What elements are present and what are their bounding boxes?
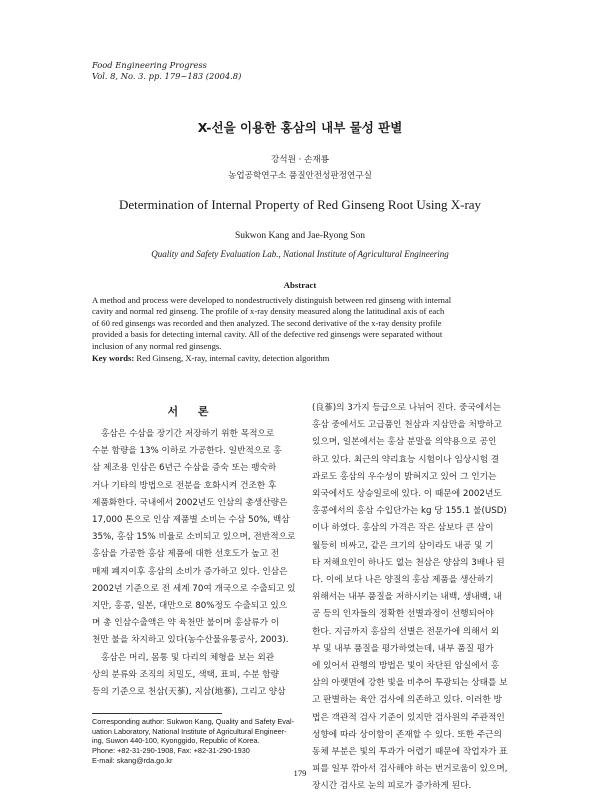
text-line: 과로도 홍삼의 우수성이 밝혀지고 있어 그 인기는 (312, 471, 497, 482)
right-column (312, 400, 512, 796)
footnote-line: ing, Suwon 440-100, Kyonggido, Republic of Korea. (92, 736, 260, 746)
footnote-line: Corresponding author: Sukwon Kang, Quality and Safety Eval- (92, 717, 294, 726)
english-title: Determination of Internal Property of Red Ginseng Root Using X-ray (118, 197, 482, 212)
text-line: 상의 분류와 조직의 치밀도, 색택, 표피, 수분 함량 (92, 669, 280, 680)
text-line: 홍삼은 머리, 몸통 및 다리의 체형을 보는 외관 (101, 652, 275, 663)
footnote-line: Phone: +82-31-290-1908, Fax: +82-31-290-1930 (92, 746, 250, 756)
text-line: (良蔘)의 3가지 등급으로 나뉘어 진다. 중국에서는 (312, 403, 501, 413)
text-line: 장시간 검사로 눈의 피로가 증가하게 된다. (312, 781, 472, 792)
english-authors: Sukwon Kang and Jae-Ryong Son (235, 231, 365, 241)
text-line: 삼의 아랫면에 강한 빛을 비추어 투광되는 상태를 보 (312, 678, 508, 689)
section-heading: 서 론 (167, 405, 217, 418)
text-line: 월등히 비싸고, 같은 크기의 삼이라도 내공 및 기 (312, 540, 494, 551)
text-line: 천만 불을 차지하고 있다(농수산물유통공사, 2003). (92, 635, 289, 646)
abstract-line: cavity and normal red ginseng. The profile of x-ray density measured along the latitudinal axis of each (92, 306, 445, 317)
text-line: 성향에 따라 상이함이 존재할 수 있다. 또한 주근의 (312, 729, 502, 740)
text-line: 동체 부분은 빛의 투과가 어렵기 때문에 작업자가 표 (312, 747, 508, 758)
keywords-label: Key words: (92, 353, 135, 363)
journal-volume: Vol. 8, No. 3. pp. 179~183 (2004.8) (92, 71, 242, 81)
text-line: 타 저해요인이 하나도 없는 천삼은 양삼의 3배나 된 (312, 557, 505, 568)
text-line: 거나 기타의 방법으로 전분을 호화시켜 건조한 후 (92, 480, 277, 491)
text-line: 부 및 내부 품질을 평가하였는데, 내부 품질 평가 (312, 643, 494, 654)
text-line: 고 판별하는 육안 검사에 의존하고 있다. 이러한 방 (312, 695, 502, 706)
text-line: 며 총 인삼수출액은 약 육천만 불이며 홍삼류가 이 (92, 618, 280, 629)
footnote (92, 717, 294, 766)
text-line: 매제 폐지이후 홍삼의 소비가 증가하고 있다. 인삼은 (92, 566, 288, 577)
text-line: 지만, 홍콩, 일본, 대만으로 80%정도 수출되고 있으 (92, 601, 288, 612)
text-line: 하고 있다. 최근의 약리효능 시험이나 임상시험 결 (312, 454, 500, 465)
text-line: 이나 하였다. 홍삼의 가격은 작은 삼보다 큰 삼이 (312, 523, 494, 534)
text-line: 법은 객관적 검사 기준이 있지만 검사원의 주관적인 (312, 712, 505, 723)
footnote-line: uation Laboratory, National Institute of Agricultural Engineer- (92, 726, 287, 736)
text-line: 홍삼은 수삼을 장기간 저장하기 위한 목적으로 (101, 429, 275, 439)
text-line: 에 있어서 관행의 방법은 빛이 차단된 암실에서 홍 (312, 661, 500, 672)
text-line: 피를 일부 깎아서 검사해야 하는 번거로움이 있으며, (312, 764, 508, 775)
text-line: 등의 기준으로 천삼(天蔘), 지삼(地蔘), 그리고 양삼 (92, 687, 286, 698)
text-line: 수분 함량을 13% 이하로 가공한다. 일반적으로 홍 (92, 446, 282, 457)
footnote-rule (92, 713, 222, 714)
abstract-line: provided a basis for detecting internal cavity. All of the defective red ginsengs were separated without (92, 329, 443, 340)
text-line: 한다. 지금까지 홍삼의 선별은 전문가에 의해서 외 (312, 626, 500, 637)
journal-header (92, 60, 241, 82)
text-line: 위해서는 내부 품질을 저하시키는 내백, 생내백, 내 (312, 592, 502, 603)
abstract-line: A method and process were developed to nondestructively distinguish between red ginseng with internal (92, 295, 452, 305)
korean-affiliation: 농업공학연구소 품질안전성판정연구실 (228, 171, 372, 181)
text-line: 35%, 홍삼 15% 비율로 소비되고 있으며, 전반적으로 (92, 532, 296, 543)
abstract-body (92, 295, 510, 352)
korean-authors: 강석원 · 손재룡 (270, 155, 329, 165)
text-line: 삼 제조용 인삼은 6년근 수삼을 증숙 또는 팽숙하 (92, 463, 277, 474)
abstract-line: inclusion of any normal red ginsengs. (92, 340, 222, 351)
text-line: 홍콩에서의 홍삼 수입단가는 kg 당 155.1 불(USD) (312, 506, 507, 517)
abstract-heading: Abstract (283, 280, 317, 290)
text-line: 17,000 톤으로 인삼 제품별 소비는 수삼 50%, 백삼 (92, 515, 290, 526)
keywords-text: Red Ginseng, X-ray, internal cavity, detection algorithm (136, 353, 330, 363)
left-column (92, 426, 300, 701)
footnote-line: E-mail: skang@rda.go.kr (92, 755, 173, 765)
text-line: 2002년 기준으로 전 세계 70여 개국으로 수출되고 있 (92, 583, 296, 594)
text-line: 홍삼을 가공한 홍삼 제품에 대한 선호도가 높고 전 (92, 549, 280, 560)
text-line: 외국에서도 상승일로에 있다. 이 때문에 2002년도 (312, 489, 502, 500)
keywords (92, 353, 510, 363)
korean-title: X-선을 이용한 홍삼의 내부 물성 판별 (197, 120, 403, 135)
journal-name: Food Engineering Progress (92, 60, 207, 70)
page-number: 179 (293, 768, 307, 778)
text-line: 홍삼 중에서도 고급품인 천삼과 지삼만을 처방하고 (312, 420, 503, 431)
english-affiliation: Quality and Safety Evaluation Lab., National Institute of Agricultural Engineering (151, 249, 449, 259)
text-line: 공 등의 인자들의 정확한 선별과정이 선행되어야 (312, 609, 494, 620)
abstract-line: of 60 red ginsengs was recorded and then analyzed. The second derivative of the x-ray density profile (92, 317, 442, 328)
text-line: 다. 이에 보다 나은 양질의 홍삼 제품을 생산하기 (312, 575, 494, 586)
text-line: 제품화한다. 국내에서 2002년도 인삼의 총생산량은 (92, 497, 288, 508)
text-line: 있으며, 일본에서는 홍삼 분말을 의약용으로 공인 (312, 437, 497, 448)
